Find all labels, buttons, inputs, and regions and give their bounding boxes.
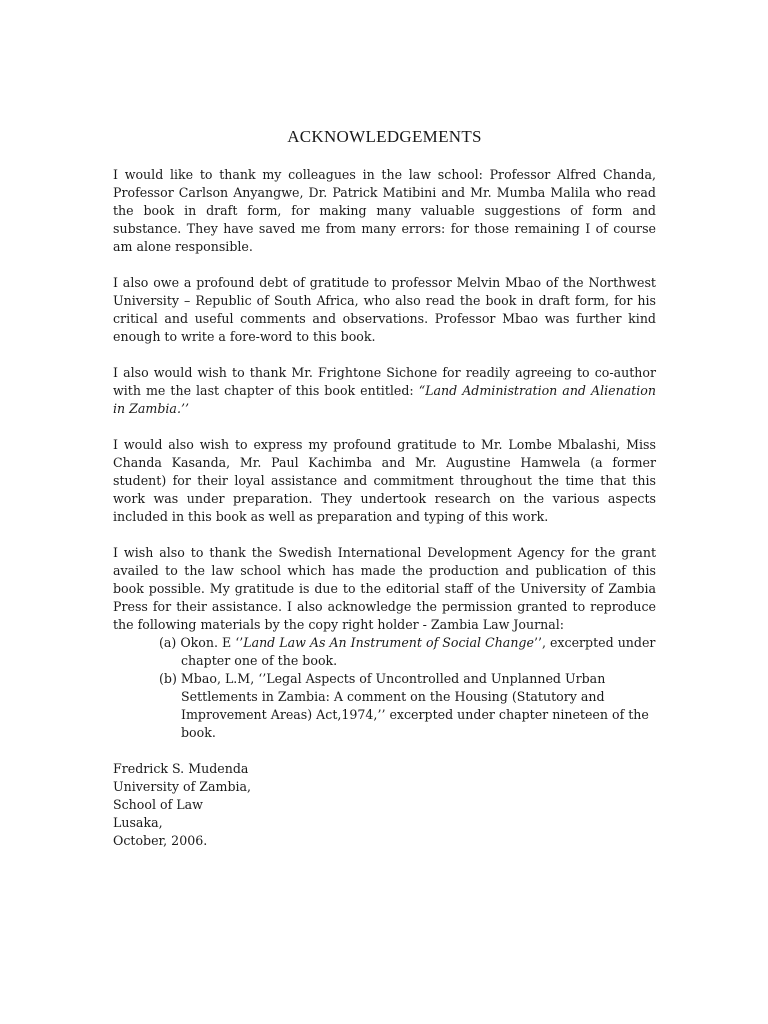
paragraph-sichone bbox=[113, 364, 656, 418]
list-item-prefix: (a) Okon. E ‘’ bbox=[159, 635, 244, 650]
author-institution: University of Zambia, bbox=[113, 779, 252, 794]
paragraph-colleagues: I would like to thank my colleagues in the law school: Professor Alfred Chanda, Professor Carlson Anyangwe, Dr. Patrick Matibini and Mr. Mumba Malila who read the book in draft form, for making many valuable suggestions of form and substance. They have saved me from many errors: for those remaining I of course am alone responsible. bbox=[113, 167, 656, 254]
list-item bbox=[113, 634, 656, 670]
list-item bbox=[113, 670, 656, 742]
list-item-suffix: ’’, excerpted under chapter one of the book. bbox=[181, 635, 656, 668]
materials-list bbox=[113, 634, 656, 742]
paragraph-mbao: I also owe a profound debt of gratitude to professor Melvin Mbao of the Northwest University – Republic of South Africa, who also read the book in draft form, for his critical and useful comments and observations. Professor Mbao was further kind enough to write a fore-word to this book. bbox=[113, 275, 656, 344]
paragraph-assistants: I would also wish to express my profound gratitude to Mr. Lombe Mbalashi, Miss Chanda Kasanda, Mr. Paul Kachimba and Mr. Augustine Hamwela (a former student) for their loyal assistance and commitment throughout the time that this work was under preparation. They undertook research on the various aspects included in this book as well as preparation and typing of this work. bbox=[113, 437, 656, 524]
author-date: October, 2006. bbox=[113, 833, 208, 848]
list-item-title: Land Law As An Instrument of Social Change bbox=[243, 635, 534, 650]
author-city: Lusaka, bbox=[113, 815, 163, 830]
page-title: ACKNOWLEDGEMENTS bbox=[287, 127, 482, 146]
paragraph-sichone-text: I also would wish to thank Mr. Frightone Sichone for readily agreeing to co-author with me the last chapter of this book entitled: bbox=[113, 365, 656, 398]
paragraph-sida: I wish also to thank the Swedish International Development Agency for the grant availed to the law school which has made the production and publication of this book possible. My gratitude is due to the editorial staff of the University of Zambia Press for their assistance. I also acknowledge the permission granted to reproduce the following materials by the copy right holder - Zambia Law Journal: bbox=[113, 545, 656, 632]
document-page bbox=[113, 126, 656, 850]
chapter-title: “Land Administration and Alienation in Zambia.’’ bbox=[113, 383, 657, 416]
author-name: Fredrick S. Mudenda bbox=[113, 761, 249, 776]
author-school: School of Law bbox=[113, 797, 203, 812]
signature-block bbox=[113, 760, 656, 850]
list-item-prefix: (b) Mbao, L.M, ‘’Legal Aspects of Uncontrolled and Unplanned Urban Settlements in Zambia: A comment on the Housing (Statutory and Improvement Areas) Act,1974,’’ excerpted under chapter nineteen of the book. bbox=[159, 671, 649, 740]
